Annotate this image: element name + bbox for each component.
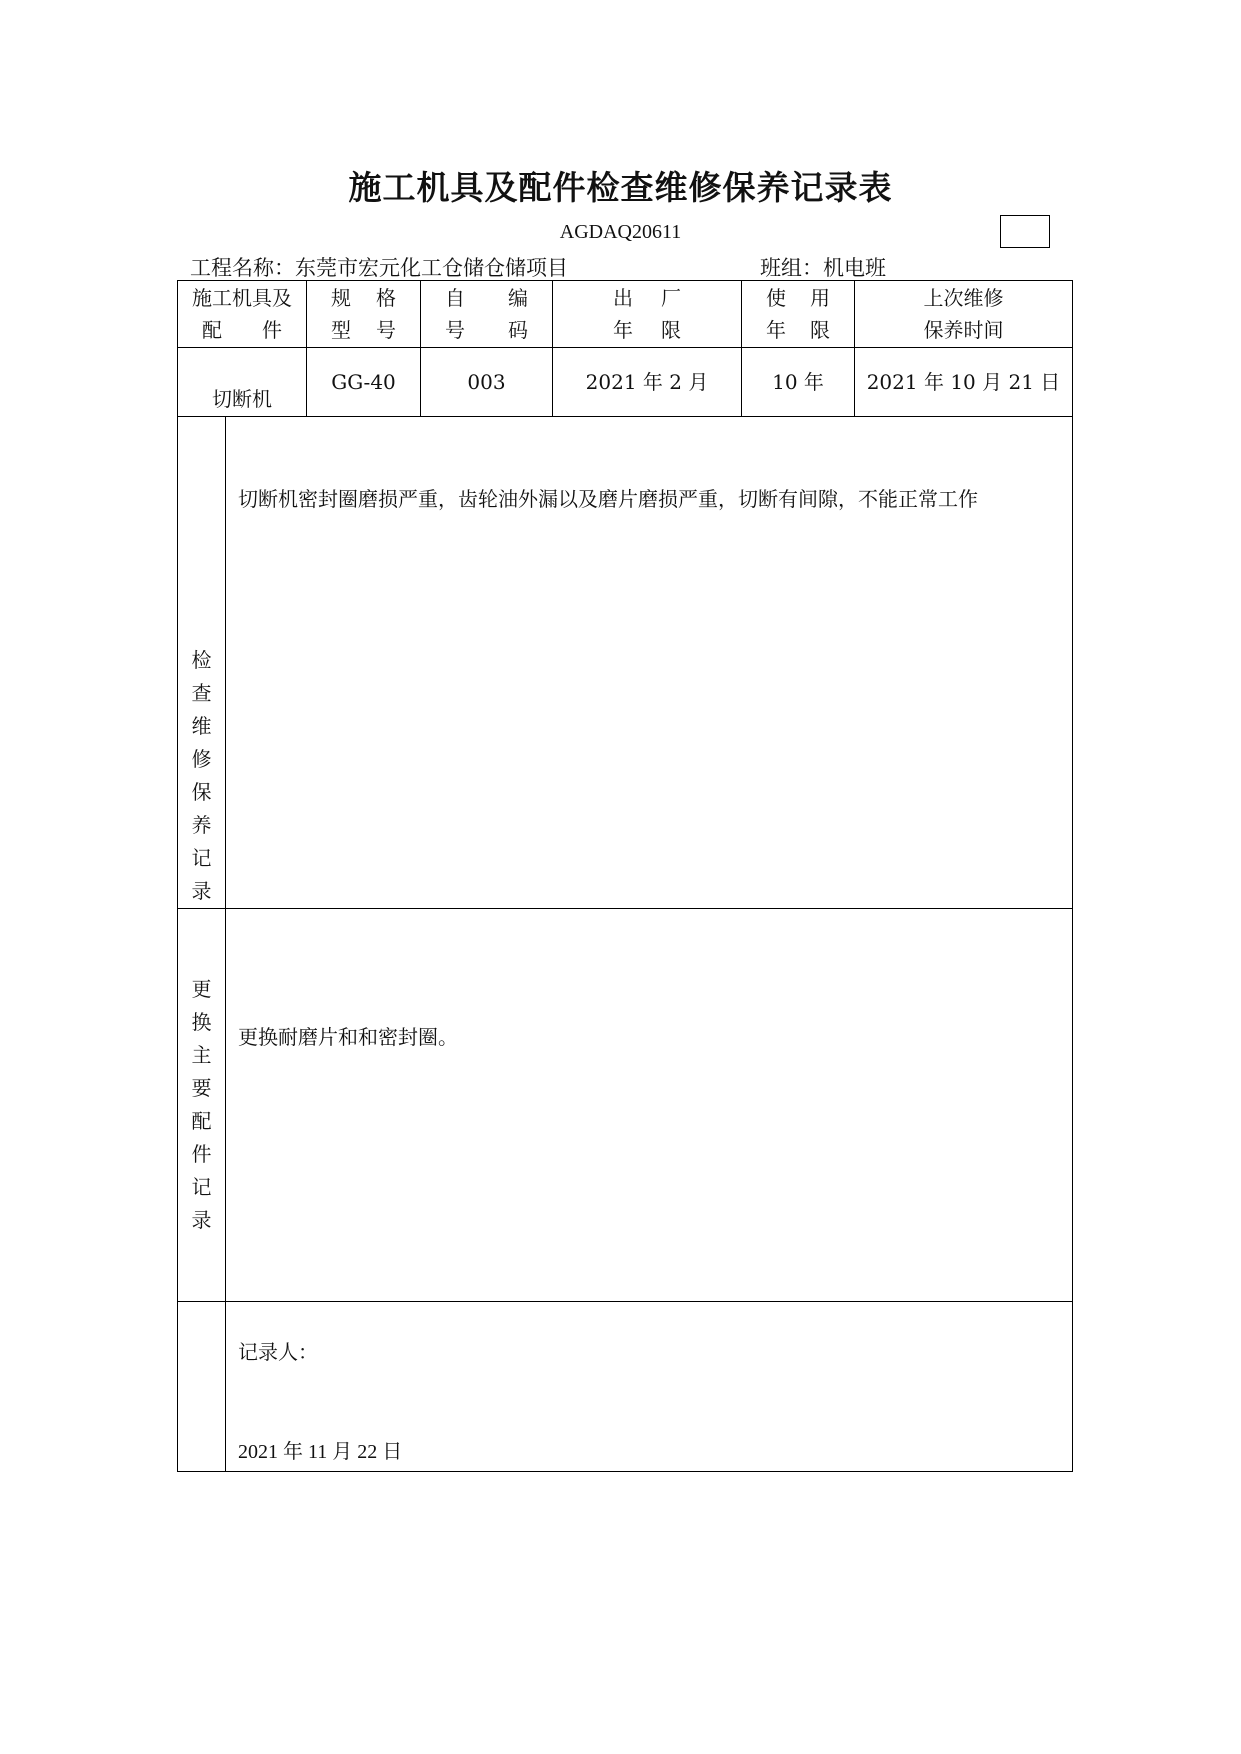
signature-label-cell: [178, 1302, 226, 1472]
record-table: [177, 280, 1073, 1472]
equipment-cell: 切断机: [178, 348, 307, 417]
factory-cell: 2021 年 2 月: [553, 348, 742, 417]
header-last-maintenance: 上次维修 保养时间: [855, 281, 1073, 348]
replacement-row: [178, 909, 1073, 1302]
document-code: AGDAQ20611: [559, 221, 682, 243]
replacement-text: 更换耐磨片和和密封圈。: [238, 1025, 458, 1049]
spec-cell: GG-40: [307, 348, 421, 417]
inspection-content: [226, 417, 1073, 909]
header-self-no: 自 编 号 码: [421, 281, 553, 348]
header-equipment: 施工机具及 配 件: [178, 281, 307, 348]
use-cell: 10 年: [742, 348, 855, 417]
document-title: 施工机具及配件检查维修保养记录表: [348, 168, 893, 207]
header-spec: 规 格 型 号: [307, 281, 421, 348]
signature-content: [226, 1302, 1073, 1472]
header-factory-year: 出 厂 年 限: [553, 281, 742, 348]
equipment-row: [178, 348, 1073, 417]
team-name: 班组：机电班: [760, 256, 886, 280]
inspection-text: 切断机密封圈磨损严重，齿轮油外漏以及磨片磨损严重，切断有间隙，不能正常工作: [238, 487, 978, 511]
inspection-row: [178, 417, 1073, 909]
stamp-box: [1000, 215, 1050, 248]
replacement-label: 更 换 主 要 配 件 记 录: [178, 909, 226, 1302]
project-name: 工程名称：东莞市宏元化工仓储仓储项目: [190, 256, 568, 280]
header-row: [178, 281, 1073, 348]
signature-row: [178, 1302, 1073, 1472]
inspection-label: 检 查 维 修 保 养 记 录: [178, 417, 226, 909]
self-no-cell: 003: [421, 348, 553, 417]
replacement-content: [226, 909, 1073, 1302]
recorder-label: 记录人：: [238, 1340, 318, 1364]
record-date: 2021 年 11 月 22 日: [238, 1441, 403, 1463]
header-use-years: 使 用 年 限: [742, 281, 855, 348]
last-maintenance-cell: 2021 年 10 月 21 日: [855, 348, 1073, 417]
